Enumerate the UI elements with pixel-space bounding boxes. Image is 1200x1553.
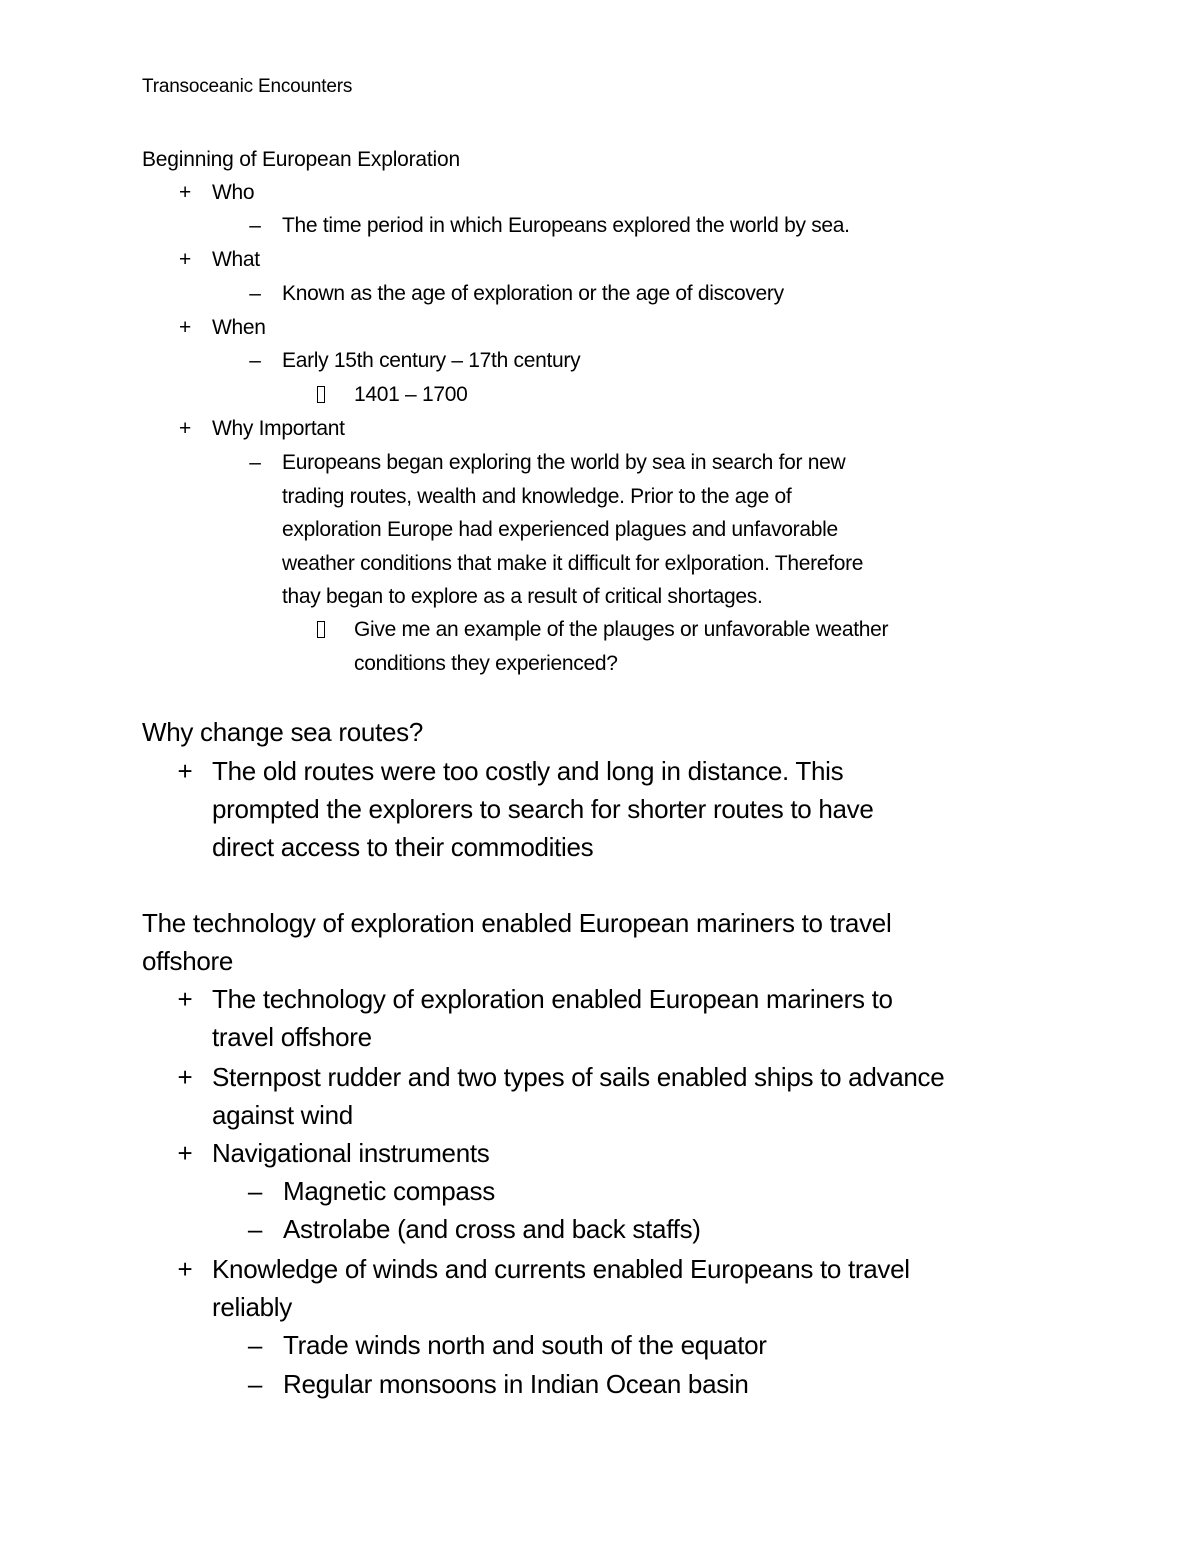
bullet-line: Knowledge of winds and currents enabled Europeans to travel	[212, 1254, 910, 1284]
bullet-line: The old routes were too costly and long in distance. This	[212, 756, 844, 786]
bullet-line: The technology of exploration enabled European mariners to	[212, 984, 893, 1014]
plus-bullet-marker: +	[179, 316, 191, 339]
question-line: Give me an example of the plauges or unfavorable weather	[354, 618, 889, 641]
section-heading-technology	[142, 904, 891, 980]
winds-bullet	[212, 1250, 910, 1326]
dash-bullet-marker: –	[247, 1330, 263, 1360]
plus-bullet-marker: +	[177, 1254, 193, 1284]
paragraph-line: thay began to explore as a result of critical shortages.	[282, 585, 763, 609]
plus-bullet-marker: +	[177, 1062, 193, 1092]
plus-bullet-marker: +	[177, 1138, 193, 1168]
box-bullet-icon	[317, 621, 325, 638]
bullet-line: Sternpost rudder and two types of sails enabled ships to advance	[212, 1062, 945, 1092]
dash-bullet-marker: –	[249, 214, 261, 237]
dash-bullet-marker: –	[249, 282, 261, 305]
sub-item-compass: Magnetic compass	[283, 1176, 495, 1206]
bullet-why-important: Why Important	[212, 417, 345, 440]
paragraph-line: weather conditions that make it difficult for exlporation. Therefore	[282, 551, 864, 575]
paragraph-line: Europeans began exploring the world by sea in search for new	[282, 451, 846, 474]
bullet-line: travel offshore	[212, 1022, 372, 1053]
dash-bullet-marker: –	[247, 1176, 263, 1206]
technology-bullet	[212, 980, 893, 1056]
question-line: conditions they experienced?	[354, 651, 618, 675]
bullet-line: direct access to their commodities	[212, 832, 594, 863]
dash-bullet-marker: –	[249, 451, 261, 474]
what-detail: Known as the age of exploration or the age of discovery	[282, 282, 784, 305]
heading-line: offshore	[142, 946, 234, 977]
why-detail-paragraph	[282, 446, 863, 614]
plus-bullet-marker: +	[177, 756, 193, 786]
section-heading-beginning: Beginning of European Exploration	[142, 148, 460, 171]
sub-item-trade-winds: Trade winds north and south of the equator	[283, 1330, 767, 1360]
bullet-line: against wind	[212, 1100, 353, 1131]
dash-bullet-marker: –	[249, 349, 261, 372]
paragraph-line: trading routes, wealth and knowledge. Prior to the age of	[282, 484, 792, 508]
bullet-line: reliably	[212, 1292, 292, 1323]
when-detail: Early 15th century – 17th century	[282, 349, 581, 372]
dash-bullet-marker: –	[247, 1369, 263, 1399]
plus-bullet-marker: +	[179, 417, 191, 440]
dash-bullet-marker: –	[247, 1214, 263, 1244]
sea-routes-bullet	[212, 752, 874, 867]
bullet-when: When	[212, 316, 266, 339]
sternpost-bullet	[212, 1058, 944, 1134]
bullet-line: prompted the explorers to search for shorter routes to have	[212, 794, 874, 825]
plus-bullet-marker: +	[179, 248, 191, 271]
sub-item-astrolabe: Astrolabe (and cross and back staffs)	[283, 1214, 701, 1244]
document-title: Transoceanic Encounters	[142, 76, 353, 97]
bullet-what: What	[212, 248, 260, 271]
who-detail: The time period in which Europeans explored the world by sea.	[282, 214, 850, 237]
heading-line: The technology of exploration enabled European mariners to travel	[142, 908, 892, 938]
why-question	[354, 613, 888, 680]
plus-bullet-marker: +	[179, 181, 191, 204]
box-bullet-icon	[317, 386, 325, 403]
plus-bullet-marker: +	[177, 984, 193, 1014]
paragraph-line: exploration Europe had experienced plagues and unfavorable	[282, 518, 838, 542]
bullet-who: Who	[212, 181, 255, 204]
section-heading-sea-routes: Why change sea routes?	[142, 717, 424, 747]
navigational-instruments-bullet: Navigational instruments	[212, 1138, 490, 1168]
sub-item-monsoons: Regular monsoons in Indian Ocean basin	[283, 1369, 749, 1399]
when-years: 1401 – 1700	[354, 383, 468, 406]
